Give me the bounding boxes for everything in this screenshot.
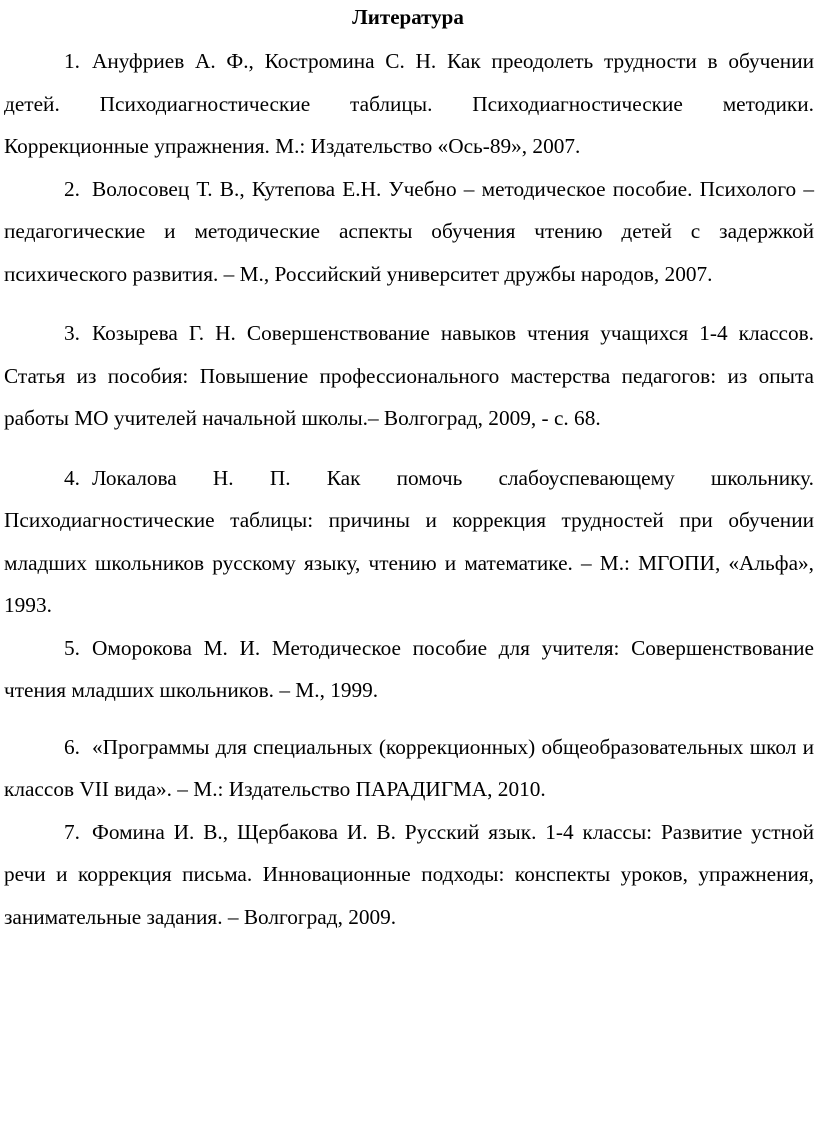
reference-number: 5. [64, 635, 80, 660]
page-title: Литература [352, 5, 464, 29]
reference-number: 3. [64, 321, 80, 345]
reference-item-7 [4, 811, 814, 939]
reference-text: «Программы для специальных (коррекционных) общеобразовательных школ и классов VII вида». – М.: Издательство ПАРАДИГМА, 2010. [4, 734, 814, 801]
reference-number: 1. [64, 49, 80, 73]
reference-number: 4. [64, 465, 80, 490]
reference-number: 2. [64, 176, 80, 201]
reference-text: Волосовец Т. В., Кутепова Е.Н. Учебно – методическое пособие. Психолого – педагогические и методические аспекты обучения чтению детей с задержкой психического развития. – М., Российский университет дружбы народов, 2007. [4, 176, 814, 286]
reference-item-5 [4, 627, 814, 712]
reference-number: 7. [64, 819, 80, 844]
reference-text: Фомина И. В., Щербакова И. В. Русский язык. 1-4 классы: Развитие устной речи и коррекция письма. Инновационные подходы: конспекты уроков, упражнения, занимательные задания. – Волгоград, 2009. [4, 819, 814, 929]
reference-item-4 [4, 457, 814, 627]
reference-item-2 [4, 168, 814, 296]
reference-item-6 [4, 726, 814, 811]
reference-text: Козырева Г. Н. Совершенствование навыков чтения учащихся 1-4 классов. Статья из пособия: Повышение профессионального мастерства педагогов: из опыта работы МО учителей начальной школы.– Волгоград, 2009, - с. 68. [4, 321, 814, 430]
reference-list [4, 40, 814, 938]
reference-item-3 [4, 312, 814, 440]
reference-text: Ануфриев А. Ф., Костромина С. Н. Как преодолеть трудности в обучении детей. Психодиагностические таблицы. Психодиагностические методики. Коррекционные упражнения. М.: Издательство «Ось-89», 2007. [4, 49, 814, 158]
reference-text: Оморокова М. И. Методическое пособие для учителя: Совершенствование чтения младших школьников. – М., 1999. [4, 635, 814, 702]
reference-text: Локалова Н. П. Как помочь слабоуспевающему школьнику. Психодиагностические таблицы: причины и коррекция трудностей при обучении младших школьников русскому языку, чтению и математике. – М.: МГОПИ, «Альфа», 1993. [4, 465, 814, 617]
reference-number: 6. [64, 734, 80, 759]
reference-item-1 [4, 40, 814, 168]
